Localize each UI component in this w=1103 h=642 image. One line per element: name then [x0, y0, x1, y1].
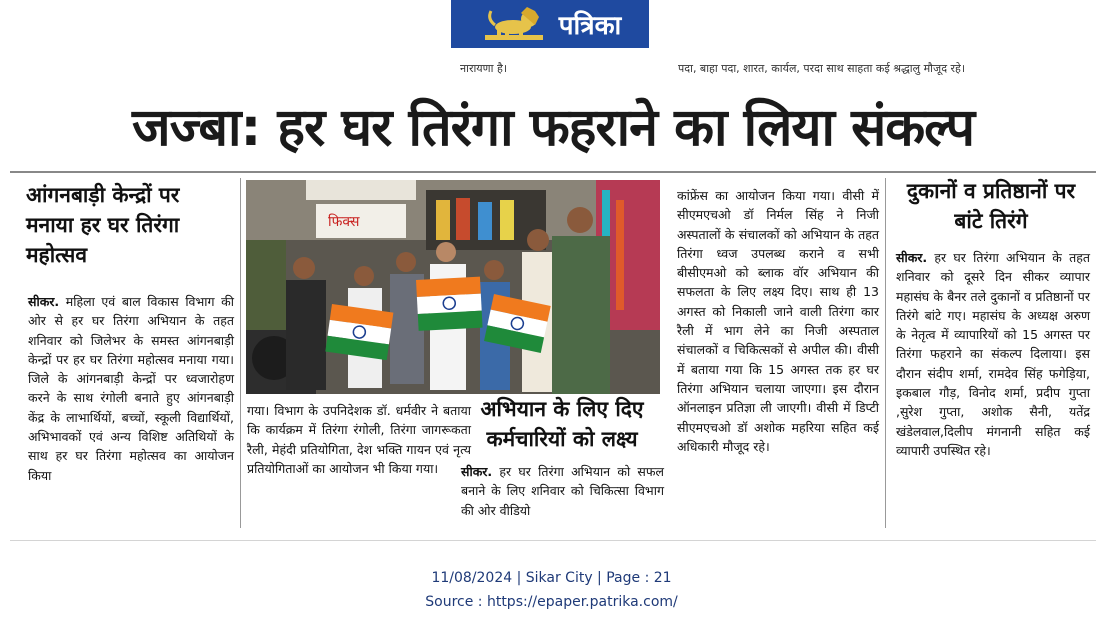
story1-column1: [28, 292, 234, 485]
story2-dateline: सीकर.: [461, 464, 493, 479]
story1-title: आंगनबाड़ी केन्द्रों पर मनाया हर घर तिरंगा महोत्सव: [26, 183, 180, 267]
brand-name: पत्रिका: [558, 11, 622, 41]
story3-text: हर घर तिरंगा अभियान के तहत शनिवार को दूसरे दिन सीकर व्यापार महासंघ के बैनर तले दुकानों व प्रतिष्ठानों पर तिरंगे बांटे गए। महासंघ के अध्यक्ष अरुण के नेतृत्व में व्यापारियों को 15 अगस्त पर तिरंगा फहराने का संकल्प दिलाया। इस दौरान संदीप शर्मा, रामदेव सिंह फगेड़िया, इकबाल गौड़, विनोद शर्मा, प्रदीप गुप्ता ,सुरेश गुप्ता, अशोक सैनी, यतेंद्र खंडेलवाल,दिलीप मंगनानी सहित कई व्यापारी उपस्थित रहे।: [896, 250, 1090, 458]
column-divider: [885, 178, 886, 528]
column-divider: [240, 178, 241, 528]
shop-sign-text: फिक्स: [328, 214, 360, 230]
story2-column: कांफ्रेंस का आयोजन किया गया। वीसी में सीएमएचओ डॉ निर्मल सिंह ने निजी अस्पतालों के संचालकों को अभियान के तहत तिरंगा ध्वज उपलब्ध कराने व सभी बीसीएमओ को ब्लाक वॉर अभियान की सफलता के लिए लक्ष्य दिए। साथ ही 13 अगस्त को निकाली जाने वाली तिरंगा कार रैली में भाग लेने का निजी अस्पताल संचालकों व चिकित्सकों से अपील की। वीसी में बताया गया कि 15 अगस्त तक हर घर तिरंगा अभियान चलाया जाएगा। इस दौरान ऑनलाइन प्रतिज्ञा ली जाएगी। वीसी में डिप्टी सीएमएचओ डॉ अशोक महरिया सहित कई अधिकारी मौजूद रहे।: [677, 188, 879, 454]
story2-lead-text: हर घर तिरंगा अभियान को सफल बनाने के लिए शनिवार को चिकित्सा विभाग की ओर वीडियो: [461, 464, 664, 518]
headline-divider: [10, 171, 1096, 173]
top-cut-text-right: पदा, बाहा पदा, शारत, कार्यल, परदा साथ साहता कई श्रद्धालु मौजूद रहे।: [678, 62, 966, 75]
photo-scene: [246, 180, 660, 394]
tricolor-flag-icon: [325, 304, 393, 360]
tricolor-flag-icon: [416, 277, 483, 331]
news-photo: [246, 180, 660, 394]
story1-text: महिला एवं बाल विकास विभाग की ओर से हर घर तिरंगा अभियान के तहत शनिवार को जिलेभर के समस्त आंगनबाड़ी केन्द्रों पर हर घर तिरंगा महोत्सव मनाया गया। जिले के आंगनबाड़ी केन्द्रों पर ध्वजारोहण करने के साथ रंगोली बनाते हुए आंगनबाड़ी केंद्र के लाभार्थियों, बच्चों, स्कूली विद्यार्थियों, अभिभावकों एवं अन्य विशिष्ट अतिथियों के साथ हर घर तिरंगा महोत्सव का आयोजन किया: [28, 294, 234, 483]
story3-title: दुकानों व प्रतिष्ठानों पर बांटे तिरंगे: [906, 179, 1076, 233]
story1-column2: गया। विभाग के उपनिदेशक डॉ. धर्मवीर ने बताया कि कार्यक्रम में तिरंगा रंगोली, तिरंगा जागरूकता रैली, मेहंदी प्रतियोगिता, देश भक्ति गायन एवं नृत्य प्रतियोगिताओं का आयोजन भी किया गया।: [247, 403, 471, 476]
footer-date-page: 11/08/2024 | Sikar City | Page : 21: [431, 570, 672, 586]
story2-lead: [461, 462, 664, 520]
story2-title: अभियान के लिए दिए कर्मचारियों को लक्ष्य: [480, 397, 644, 451]
story1-dateline: सीकर.: [28, 294, 60, 309]
main-headline: जज्बा: हर घर तिरंगा फहराने का लिया संकल्प: [132, 98, 974, 158]
masthead-logo: [451, 0, 649, 48]
lion-logo-icon: [479, 5, 549, 43]
newspaper-clipping: [10, 62, 1096, 541]
story3-dateline: सीकर.: [896, 250, 928, 265]
footer-source: Source : https://epaper.patrika.com/: [425, 594, 678, 610]
story3-column: [896, 248, 1090, 460]
top-cut-text-left: नारायणा है।: [460, 62, 507, 75]
